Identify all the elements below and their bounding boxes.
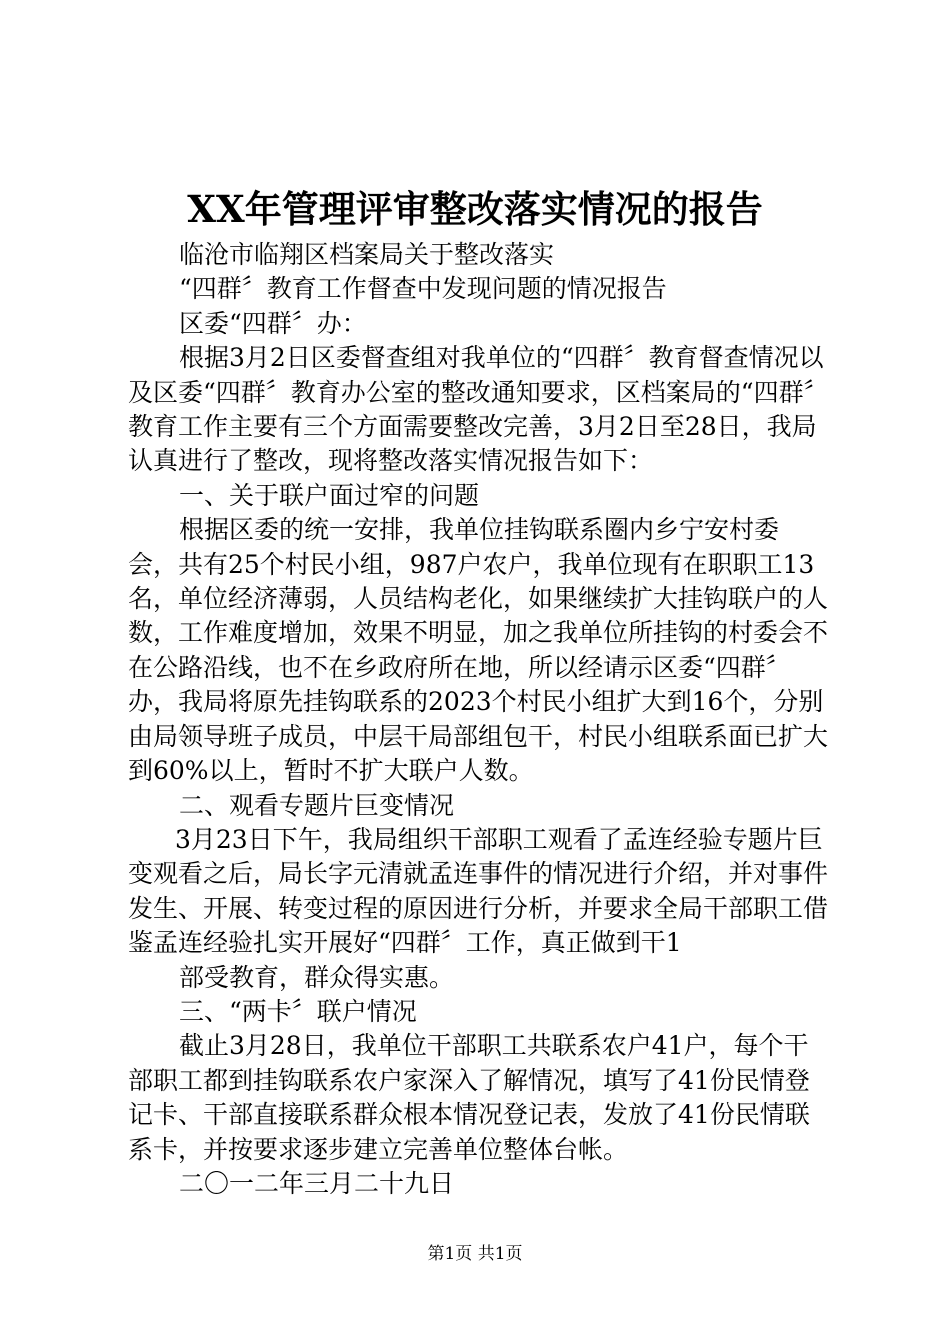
- section-heading-3: 三、“两卡〞联户情况: [179, 996, 417, 1026]
- section-heading-1: 一、关于联户面过窄的问题: [179, 480, 480, 510]
- section-heading-2: 二、观看专题片巨变情况: [179, 790, 455, 820]
- paragraph-section-2-continued: 部受教育，群众得实惠。: [179, 962, 455, 992]
- salutation: 区委“四群〞办：: [179, 308, 367, 338]
- heading-line-1: 临沧市临翔区档案局关于整改落实: [179, 240, 555, 269]
- paragraph-intro: 根据3月2日区委督查组对我单位的“四群〞教育督查情况以及区委“四群〞教育办公室的整改通知要求，区档案局的“四群〞教育工作主要有三个方面需要整改完善，3月2日至28日，我局认真进行了整改，现将整改落实情况报告如下：: [128, 343, 824, 476]
- page-footer: 第1页 共1页: [427, 1244, 523, 1264]
- paragraph-section-2: 3月23日下午，我局组织干部职工观看了孟连经验专题片巨变观看之后，局长字元清就孟连事件的情况进行介绍，并对事件发生、开展、转变过程的原因进行分析，并要求全局干部职工借鉴孟连经验扎实开展好“四群〞工作，真正做到干1: [128, 824, 829, 958]
- document-body: [128, 238, 828, 1201]
- paragraph-section-1: 根据区委的统一安排，我单位挂钩联系圈内乡宁安村委会，共有25个村民小组，987户农户，我单位现有在职职工13名，单位经济薄弱，人员结构老化，如果继续扩大挂钩联户的人数，工作难度增加，效果不明显，加之我单位所挂钩的村委会不在公路沿线，也不在乡政府所在地，所以经请示区委“四群〞办，我局将原先挂钩联系的2023个村民小组扩大到16个，分别由局领导班子成员，中层干局部组包干，村民小组联系面已扩大到60%以上，暂时不扩大联户人数。: [128, 515, 829, 786]
- document-title: XX年管理评审整改落实情况的报告: [187, 187, 763, 231]
- heading-line-2: “四群〞教育工作督查中发现问题的情况报告: [179, 274, 667, 304]
- paragraph-section-3: 截止3月28日，我单位干部职工共联系农户41户，每个干部职工都到挂钩联系农户家深入了解情况，填写了41份民情登记卡、干部直接联系群众根本情况登记表，发放了41份民情联系卡，并按要求逐步建立完善单位整体台帐。: [128, 1031, 810, 1164]
- document-date: 二〇一二年三月二十九日: [179, 1168, 455, 1198]
